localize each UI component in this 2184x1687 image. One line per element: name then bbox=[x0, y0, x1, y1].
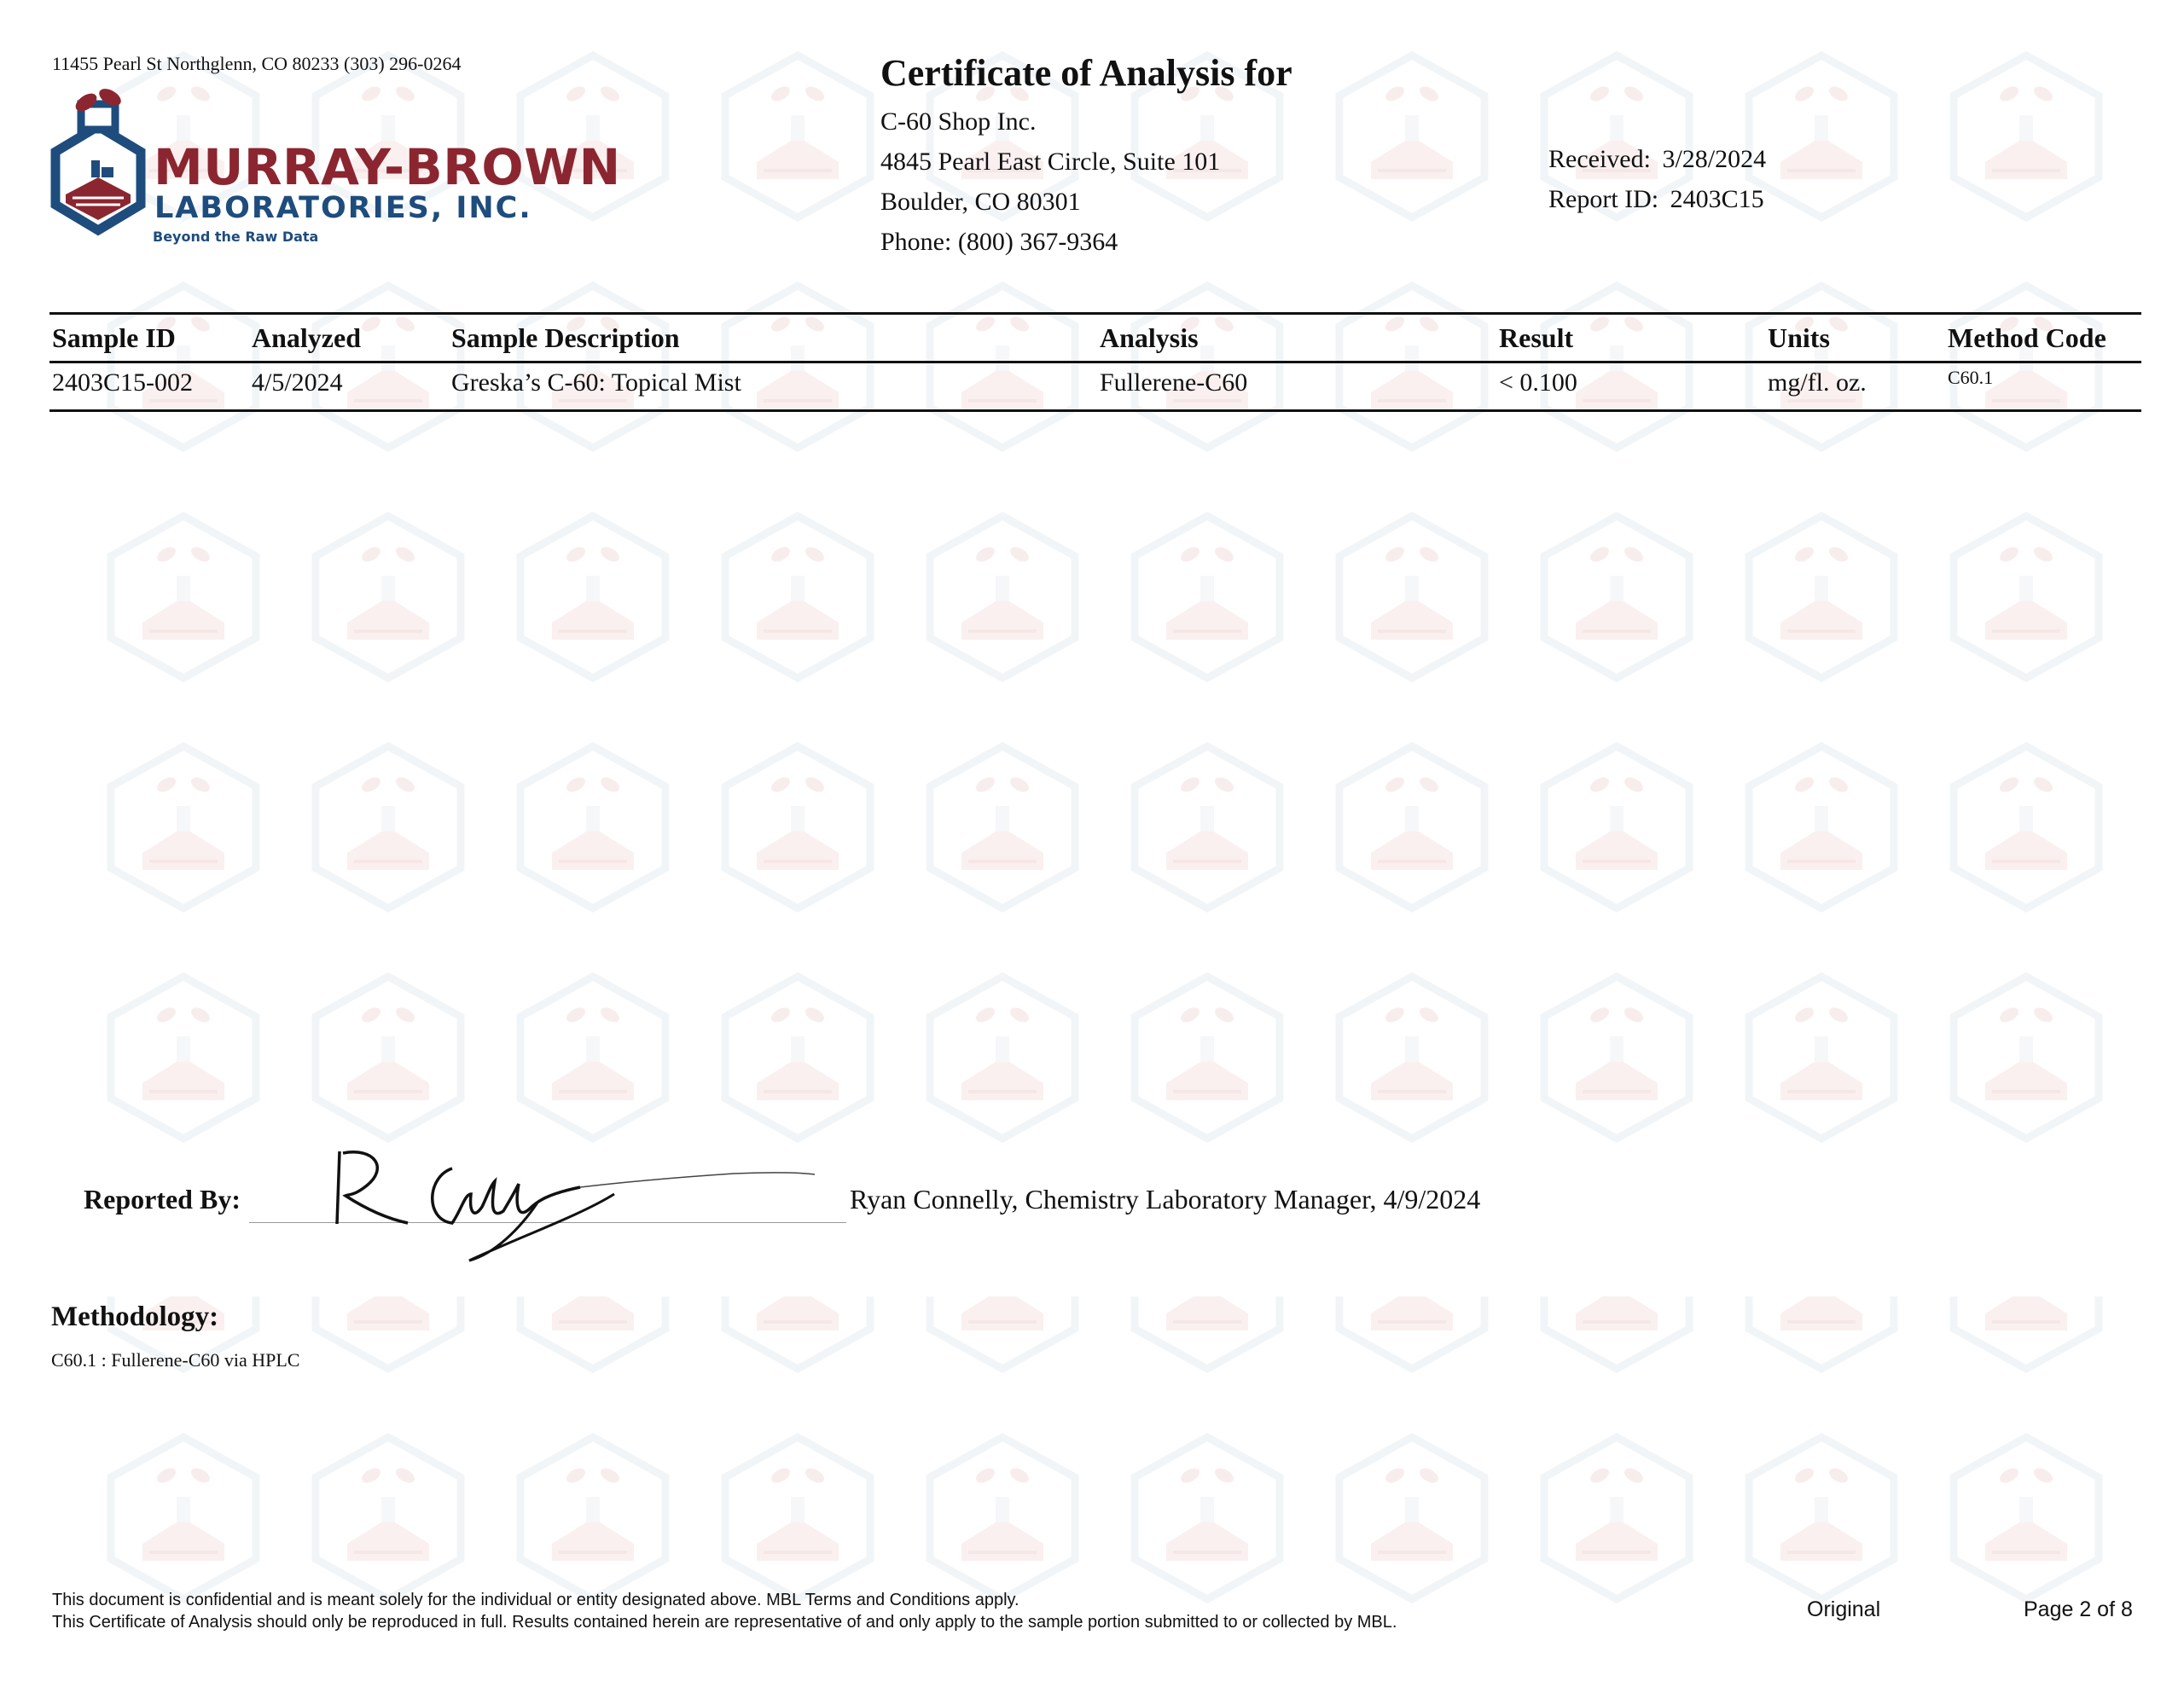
methodology-heading: Methodology: bbox=[51, 1301, 219, 1332]
logo-name: MURRAY-BROWN bbox=[154, 138, 621, 196]
certificate-title: Certificate of Analysis for bbox=[880, 52, 1292, 94]
report-id-row bbox=[1548, 179, 1771, 219]
received-row bbox=[1548, 139, 1771, 179]
report-id-label: Report ID: bbox=[1548, 185, 1659, 213]
client-name: C-60 Shop Inc. bbox=[880, 107, 1037, 136]
cell-sample-description: Greska’s C-60: Topical Mist bbox=[449, 362, 1097, 411]
table-row bbox=[49, 362, 2141, 411]
reported-by-label: Reported By: bbox=[84, 1184, 241, 1215]
footer-disclaimer bbox=[52, 1589, 1397, 1633]
page-number: Page 2 of 8 bbox=[2024, 1597, 2133, 1621]
footer-status: Original bbox=[1807, 1597, 1881, 1621]
watermark-pattern bbox=[81, 34, 2111, 1638]
received-label: Received: bbox=[1548, 145, 1651, 173]
column-header-sample-id: Sample ID bbox=[49, 314, 249, 362]
column-header-analyzed: Analyzed bbox=[249, 314, 449, 362]
logo-tagline: Beyond the Raw Data bbox=[153, 229, 319, 245]
column-header-units: Units bbox=[1765, 314, 1945, 362]
results-table bbox=[49, 312, 2141, 412]
column-header-sample-description: Sample Description bbox=[449, 314, 1097, 362]
footer-line-2: This Certificate of Analysis should only be reproduced in full. Results contained herein are representative of and only apply to the sample portion submitted to or collected by MBL. bbox=[52, 1613, 1397, 1632]
report-meta bbox=[1548, 139, 1771, 219]
column-header-result: Result bbox=[1496, 314, 1765, 362]
results-header-row bbox=[49, 314, 2141, 362]
cell-analysis: Fullerene-C60 bbox=[1097, 362, 1496, 411]
cell-method-code: C60.1 bbox=[1945, 362, 2141, 411]
company-logo bbox=[47, 85, 621, 247]
signature-image bbox=[324, 1134, 819, 1262]
reporter-name: Ryan Connelly, Chemistry Laboratory Manager, 4/9/2024 bbox=[850, 1184, 1481, 1215]
client-block bbox=[880, 101, 1220, 262]
client-phone: Phone: (800) 367-9364 bbox=[880, 228, 1118, 256]
column-header-analysis: Analysis bbox=[1097, 314, 1496, 362]
lab-address: 11455 Pearl St Northglenn, CO 80233 (303) 296-0264 bbox=[52, 53, 462, 74]
column-header-method-code: Method Code bbox=[1945, 314, 2141, 362]
received-value: 3/28/2024 bbox=[1662, 145, 1767, 173]
client-address-line1: 4845 Pearl East Circle, Suite 101 bbox=[880, 148, 1221, 176]
cell-units: mg/fl. oz. bbox=[1765, 362, 1945, 411]
footer-line-1: This document is confidential and is meant solely for the individual or entity designated above. MBL Terms and Conditions apply. bbox=[52, 1591, 1019, 1609]
logo-subname: LABORATORIES, INC. bbox=[154, 191, 532, 225]
cell-result: < 0.100 bbox=[1496, 362, 1765, 411]
cell-sample-id: 2403C15-002 bbox=[49, 362, 249, 411]
methodology-line: C60.1 : Fullerene-C60 via HPLC bbox=[51, 1349, 300, 1371]
report-id-value: 2403C15 bbox=[1670, 185, 1764, 213]
logo-emblem-icon bbox=[47, 85, 149, 247]
client-address-line2: Boulder, CO 80301 bbox=[880, 188, 1081, 216]
cell-analyzed: 4/5/2024 bbox=[249, 362, 449, 411]
